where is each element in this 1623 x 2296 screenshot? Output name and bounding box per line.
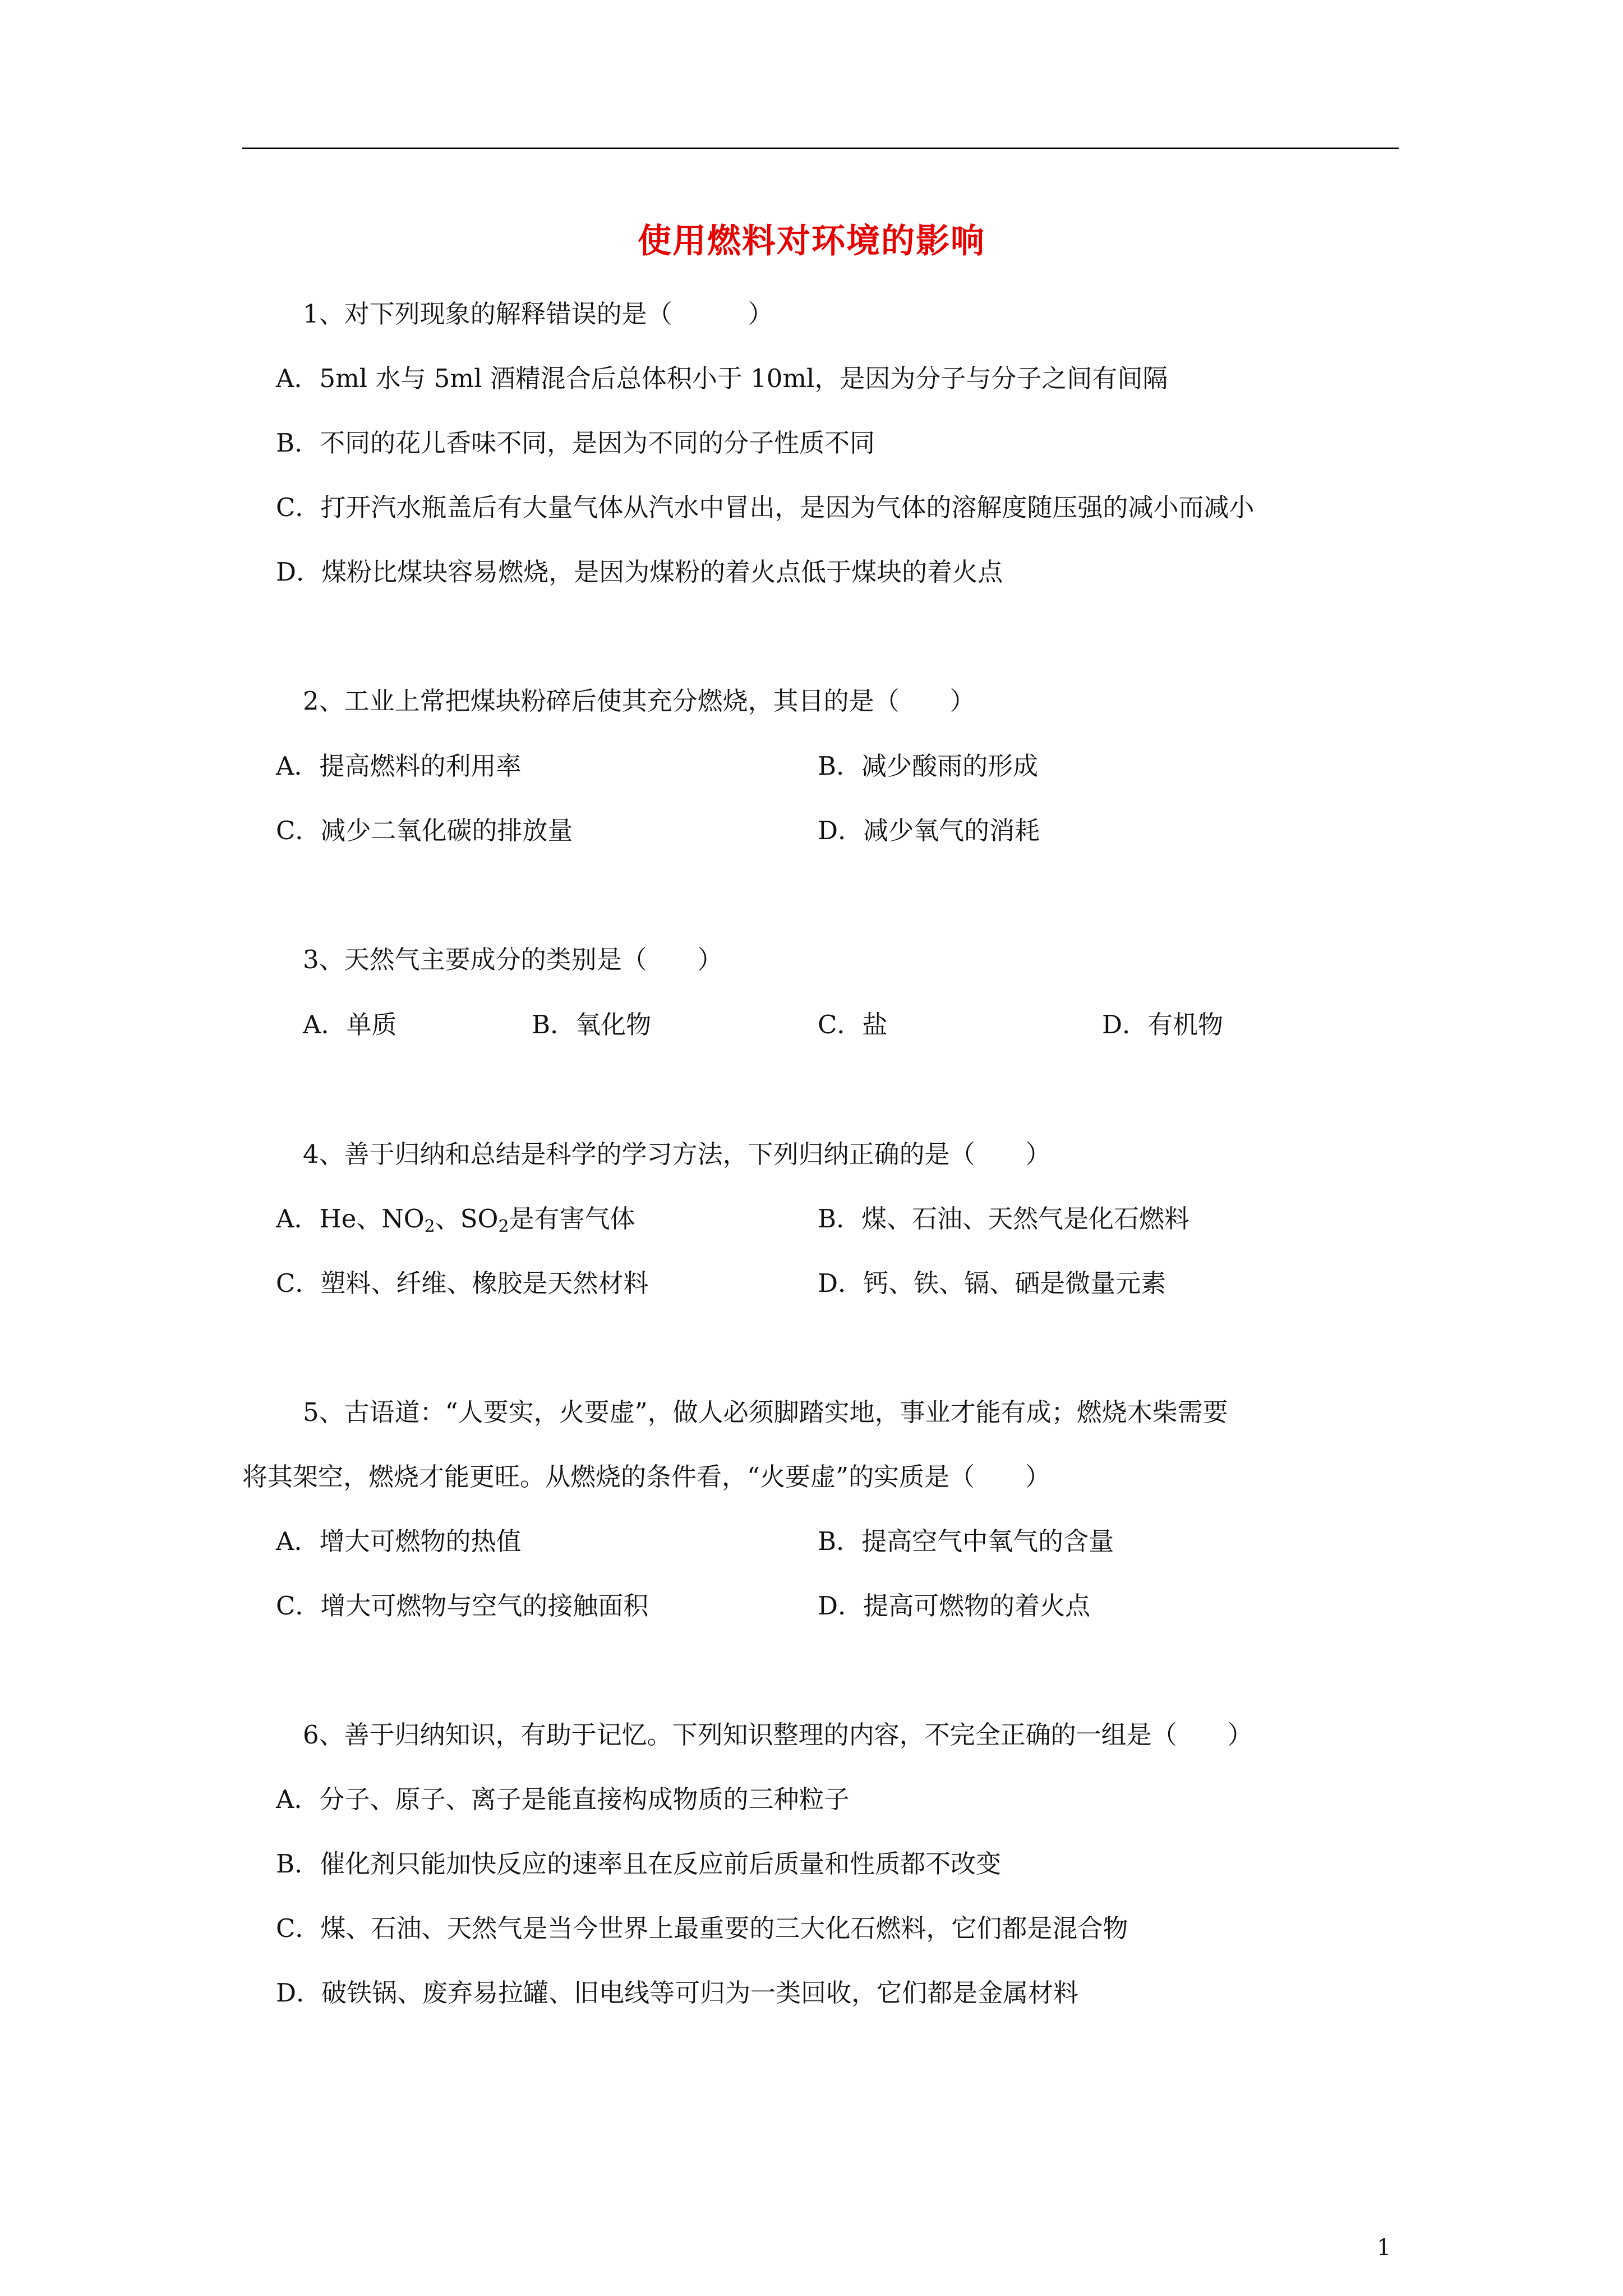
page-title: 使用燃料对环境的影响 [638, 222, 985, 261]
question-5-stem-line-1: 5、古语道：“人要实，火要虚”，做人必须脚踏实地，事业才能有成；燃烧木柴需要 [303, 1397, 1228, 1427]
question-5-option-b: B．提高空气中氧气的含量 [818, 1526, 1114, 1556]
question-5-option-d: D．提高可燃物的着火点 [818, 1591, 1091, 1621]
question-5-option-a: A．增大可燃物的热值 [276, 1526, 522, 1556]
question-4-option-a-suffix: 是有害气体 [509, 1204, 635, 1234]
question-6-option-c: C．煤、石油、天然气是当今世界上最重要的三大化石燃料，它们都是混合物 [276, 1913, 1128, 1943]
question-1-option-b: B．不同的花儿香味不同，是因为不同的分子性质不同 [276, 428, 875, 458]
question-6-option-b: B．催化剂只能加快反应的速率且在反应前后质量和性质都不改变 [276, 1849, 1002, 1879]
question-1-option-c: C．打开汽水瓶盖后有大量气体从汽水中冒出，是因为气体的溶解度随压强的减小而减小 [276, 493, 1255, 522]
question-4-option-b: B．煤、石油、天然气是化石燃料 [818, 1204, 1190, 1234]
question-1-option-a: A．5ml 水与 5ml 酒精混合后总体积小于 10ml，是因为分子与分子之间有间隔 [276, 364, 1168, 393]
no2-subscript: 2 [424, 1217, 435, 1236]
page-number: 1 [1377, 2235, 1391, 2261]
header-rule [242, 148, 1399, 149]
question-6-stem: 6、善于归纳知识，有助于记忆。下列知识整理的内容，不完全正确的一组是（ ） [303, 1720, 1253, 1750]
question-2-option-c: C．减少二氧化碳的排放量 [276, 816, 573, 845]
question-4-option-a [276, 1202, 635, 1236]
question-4-stem: 4、善于归纳和总结是科学的学习方法，下列归纳正确的是（ ） [303, 1139, 1051, 1169]
question-3-option-c: C．盐 [818, 1010, 888, 1039]
question-5-stem-line-2: 将其架空，燃烧才能更旺。从燃烧的条件看，“火要虚”的实质是（ ） [242, 1462, 1051, 1492]
question-1-option-d: D．煤粉比煤块容易燃烧，是因为煤粉的着火点低于煤块的着火点 [276, 557, 1003, 587]
question-3-option-d: D．有机物 [1102, 1010, 1224, 1039]
question-2-option-d: D．减少氧气的消耗 [818, 816, 1040, 845]
question-3-stem: 3、天然气主要成分的类别是（ ） [303, 945, 723, 974]
question-1-stem: 1、对下列现象的解释错误的是（ ） [303, 299, 773, 329]
question-2-stem: 2、工业上常把煤块粉碎后使其充分燃烧，其目的是（ ） [303, 686, 975, 716]
question-4-option-a-prefix: A．He、NO [276, 1204, 425, 1234]
question-2-option-a: A．提高燃料的利用率 [276, 751, 522, 781]
question-6-option-a: A．分子、原子、离子是能直接构成物质的三种粒子 [276, 1784, 850, 1814]
question-4-option-c: C．塑料、纤维、橡胶是天然材料 [276, 1268, 649, 1298]
question-3-option-b: B．氧化物 [532, 1010, 652, 1039]
question-4-option-d: D．钙、铁、镉、硒是微量元素 [818, 1268, 1166, 1298]
question-5-option-c: C．增大可燃物与空气的接触面积 [276, 1591, 649, 1621]
so2-subscript: 2 [498, 1217, 509, 1236]
question-2-option-b: B．减少酸雨的形成 [818, 751, 1039, 781]
question-4-option-a-mid: 、SO [435, 1204, 499, 1234]
question-3-option-a: A．单质 [303, 1010, 397, 1039]
question-6-option-d: D．破铁锅、废弃易拉罐、旧电线等可归为一类回收，它们都是金属材料 [276, 1978, 1079, 2008]
